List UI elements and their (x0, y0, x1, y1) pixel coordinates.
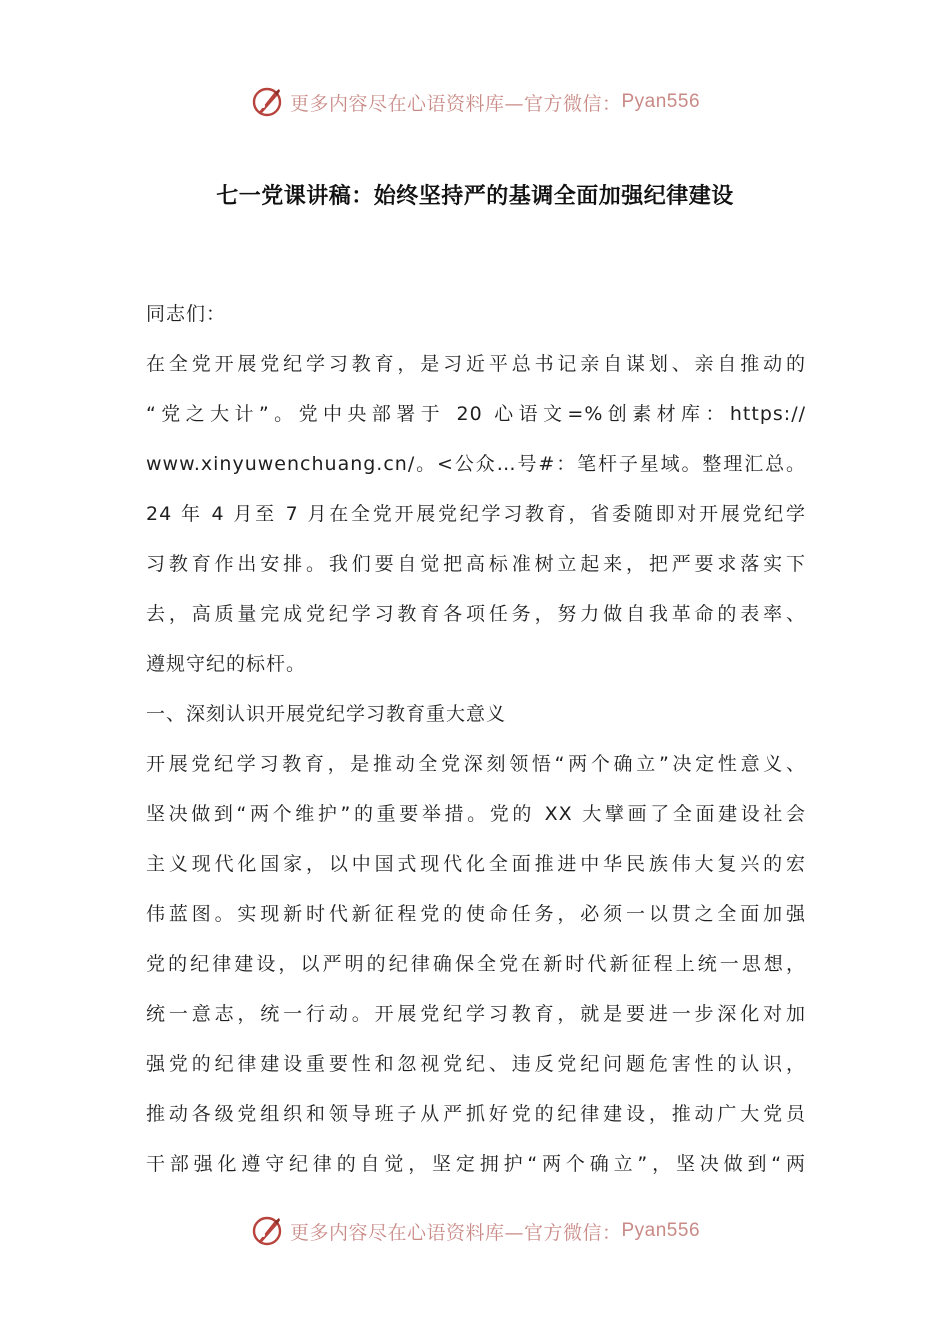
body-line: 去，高质量完成党纪学习教育各项任务，努力做自我革命的表率、 (146, 603, 806, 625)
body-line: 党的纪律建设，以严明的纪律确保全党在新时代新征程上统一思想， (146, 953, 806, 975)
body-line: 遵规守纪的标杆。 (146, 653, 307, 675)
body-line: 24 年 4 月至 7 月在全党开展党纪学习教育，省委随即对开展党纪学 (146, 503, 806, 525)
body-line: 强党的纪律建设重要性和忽视党纪、违反党纪问题危害性的认识， (146, 1053, 806, 1075)
watermark-header (0, 82, 950, 122)
watermark-text: 更多内容尽在心语资料库—官方微信： (289, 92, 622, 115)
document-body (146, 292, 806, 1192)
body-line: 推动各级党组织和领导班子从严抓好党的纪律建设，推动广大党员 (146, 1103, 806, 1125)
quill-pen-logo-icon (250, 1214, 284, 1248)
body-line: 干部强化遵守纪律的自觉，坚定拥护“两个确立”，坚决做到“两 (146, 1153, 806, 1175)
body-line: 习教育作出安排。我们要自觉把高标准树立起来，把严要求落实下 (146, 553, 806, 575)
body-line: 在全党开展党纪学习教育，是习近平总书记亲自谋划、亲自推动的 (146, 353, 806, 375)
watermark-contact: Pyan556 (621, 91, 701, 112)
body-line: 一、深刻认识开展党纪学习教育重大意义 (146, 703, 507, 725)
body-line: 统一意志，统一行动。开展党纪学习教育，就是要进一步深化对加 (146, 1003, 806, 1025)
body-line: www.xinyuwenchuang.cn/。<公众…号#：笔杆子星域。整理汇总。 (146, 453, 806, 475)
body-line: 开展党纪学习教育，是推动全党深刻领悟“两个确立”决定性意义、 (146, 753, 806, 775)
watermark-text: 更多内容尽在心语资料库—官方微信： (289, 1221, 622, 1244)
body-line: 主义现代化国家，以中国式现代化全面推进中华民族伟大复兴的宏 (146, 853, 806, 875)
body-line: “党之大计”。党中央部署于 20 心语文=%创素材库：https:// (146, 403, 806, 425)
watermark-footer (0, 1211, 950, 1251)
quill-pen-logo-icon (250, 85, 284, 119)
watermark-contact: Pyan556 (621, 1220, 701, 1241)
document-title: 七一党课讲稿：始终坚持严的基调全面加强纪律建设 (216, 184, 734, 209)
body-line: 伟蓝图。实现新时代新征程党的使命任务，必须一以贯之全面加强 (146, 903, 806, 925)
body-line: 同志们： (146, 303, 227, 325)
body-line: 坚决做到“两个维护”的重要举措。党的 XX 大擘画了全面建设社会 (146, 803, 806, 825)
